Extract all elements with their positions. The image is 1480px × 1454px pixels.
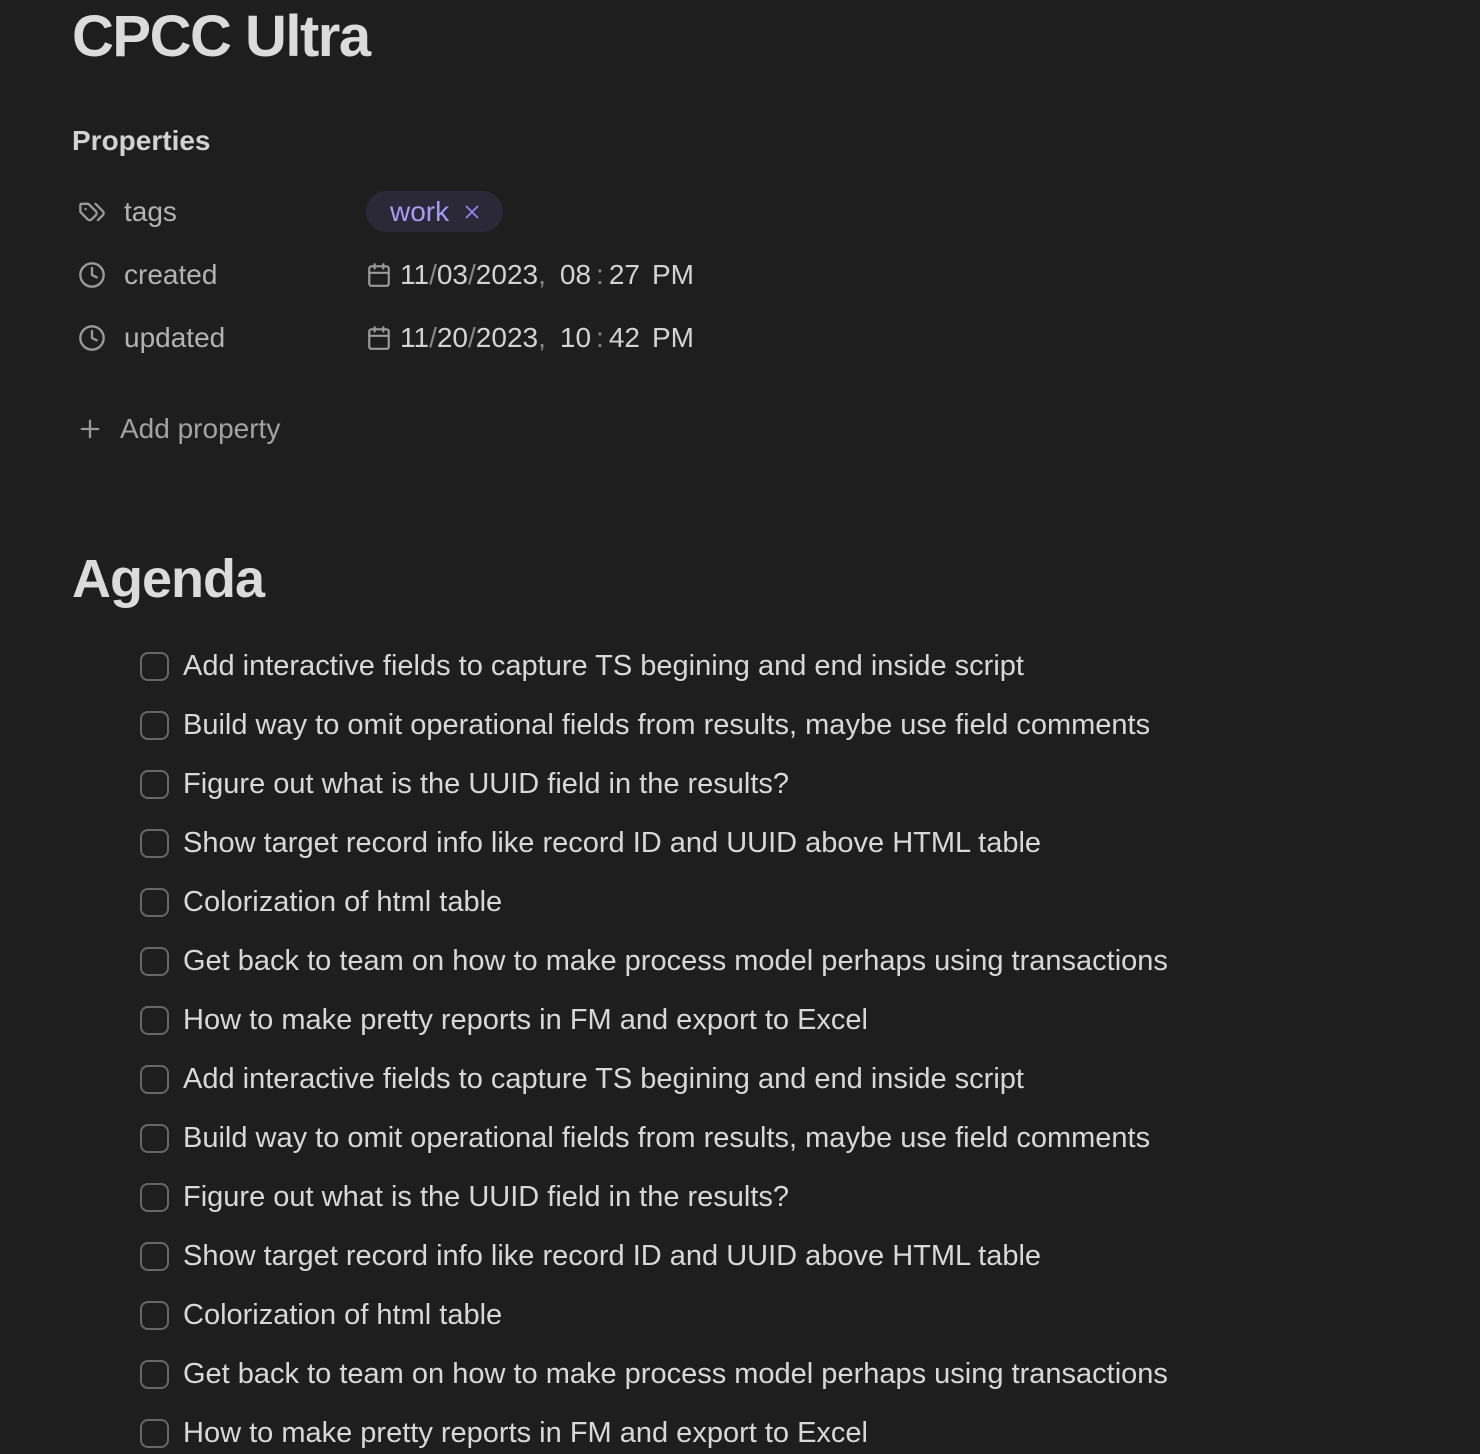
task-label: How to make pretty reports in FM and export to Excel — [183, 1417, 868, 1449]
task-checkbox[interactable] — [140, 1419, 169, 1448]
task-label: Build way to omit operational fields from results, maybe use field comments — [183, 1122, 1151, 1154]
task-item — [72, 1236, 1440, 1277]
task-label: Build way to omit operational fields from results, maybe use field comments — [183, 709, 1151, 741]
property-key-label: created — [124, 258, 218, 290]
task-checkbox[interactable] — [140, 711, 169, 740]
task-label: Add interactive fields to capture TS begining and end inside script — [183, 650, 1024, 682]
date-segment: 42 — [608, 321, 640, 353]
note-title[interactable]: CPCC Ultra — [72, 4, 370, 69]
property-row-updated — [72, 317, 1440, 358]
task-checkbox[interactable] — [140, 1065, 169, 1094]
task-label: Show target record info like record ID and UUID above HTML table — [183, 827, 1042, 859]
date-segment: 2023 — [475, 321, 539, 353]
task-item — [72, 1177, 1440, 1218]
property-value-created[interactable] — [366, 259, 694, 291]
task-item — [72, 823, 1440, 864]
date-segment: / — [468, 321, 476, 353]
properties-heading[interactable]: Properties — [72, 125, 211, 156]
date-segment: : — [596, 321, 604, 353]
add-property-button[interactable] — [72, 410, 280, 448]
datetime-created — [400, 259, 694, 291]
task-item — [72, 764, 1440, 805]
task-checkbox[interactable] — [140, 1124, 169, 1153]
task-item — [72, 882, 1440, 923]
agenda-checklist — [72, 646, 1440, 1454]
date-segment: 03 — [436, 258, 469, 290]
task-checkbox[interactable] — [140, 947, 169, 976]
task-checkbox[interactable] — [140, 770, 169, 799]
date-segment: , — [538, 321, 546, 353]
date-segment: 11 — [400, 258, 430, 290]
properties-section — [72, 124, 1440, 448]
task-label: Show target record info like record ID and UUID above HTML table — [183, 1240, 1042, 1272]
task-checkbox[interactable] — [140, 1006, 169, 1035]
date-segment: / — [429, 258, 437, 290]
plus-icon — [76, 415, 104, 443]
task-item — [72, 1000, 1440, 1041]
task-label: Figure out what is the UUID field in the results? — [183, 768, 790, 800]
calendar-icon — [366, 262, 392, 288]
tag-pill-work[interactable] — [366, 191, 503, 232]
task-checkbox[interactable] — [140, 1242, 169, 1271]
task-item — [72, 1413, 1440, 1454]
clock-icon — [78, 261, 106, 289]
task-label: How to make pretty reports in FM and export to Excel — [183, 1004, 868, 1036]
date-segment: , — [538, 258, 546, 290]
task-item — [72, 1295, 1440, 1336]
task-label: Get back to team on how to make process model perhaps using transactions — [183, 945, 1168, 977]
property-key-created[interactable] — [72, 259, 366, 291]
date-segment: : — [596, 258, 604, 290]
task-item — [72, 941, 1440, 982]
property-value-updated[interactable] — [366, 322, 694, 354]
task-label: Colorization of html table — [183, 886, 503, 918]
date-segment: 10 — [559, 321, 592, 353]
task-label: Colorization of html table — [183, 1299, 503, 1331]
task-label: Add interactive fields to capture TS begining and end inside script — [183, 1063, 1024, 1095]
property-row-tags — [72, 191, 1440, 232]
add-property-label: Add property — [120, 413, 281, 444]
task-checkbox[interactable] — [140, 1360, 169, 1389]
task-checkbox[interactable] — [140, 888, 169, 917]
date-segment: 20 — [436, 321, 469, 353]
task-checkbox[interactable] — [140, 829, 169, 858]
property-key-updated[interactable] — [72, 322, 366, 354]
task-label: Get back to team on how to make process model perhaps using transactions — [183, 1358, 1168, 1390]
calendar-icon — [366, 325, 392, 351]
tag-label: work — [390, 195, 450, 227]
property-key-label: updated — [124, 321, 226, 353]
task-label: Figure out what is the UUID field in the results? — [183, 1181, 790, 1213]
property-key-tags[interactable] — [72, 196, 366, 228]
task-item — [72, 1118, 1440, 1159]
date-segment: 11 — [400, 321, 430, 353]
task-item — [72, 705, 1440, 746]
task-checkbox[interactable] — [140, 652, 169, 681]
date-segment: PM — [651, 321, 694, 353]
task-checkbox[interactable] — [140, 1301, 169, 1330]
agenda-heading: Agenda — [72, 549, 265, 609]
date-segment: 27 — [608, 258, 640, 290]
task-item — [72, 646, 1440, 687]
task-item — [72, 1354, 1440, 1395]
task-checkbox[interactable] — [140, 1183, 169, 1212]
task-item — [72, 1059, 1440, 1100]
date-segment: / — [468, 258, 476, 290]
property-value-tags — [366, 191, 503, 232]
clock-icon — [78, 324, 106, 352]
tags-icon — [78, 198, 106, 226]
datetime-updated — [400, 322, 694, 354]
property-key-label: tags — [124, 195, 177, 227]
remove-tag-icon[interactable] — [461, 201, 483, 223]
date-segment: PM — [651, 258, 694, 290]
properties-rows — [72, 191, 1440, 358]
date-segment: 2023 — [475, 258, 539, 290]
property-row-created — [72, 254, 1440, 295]
date-segment: 08 — [559, 258, 592, 290]
date-segment: / — [429, 321, 437, 353]
